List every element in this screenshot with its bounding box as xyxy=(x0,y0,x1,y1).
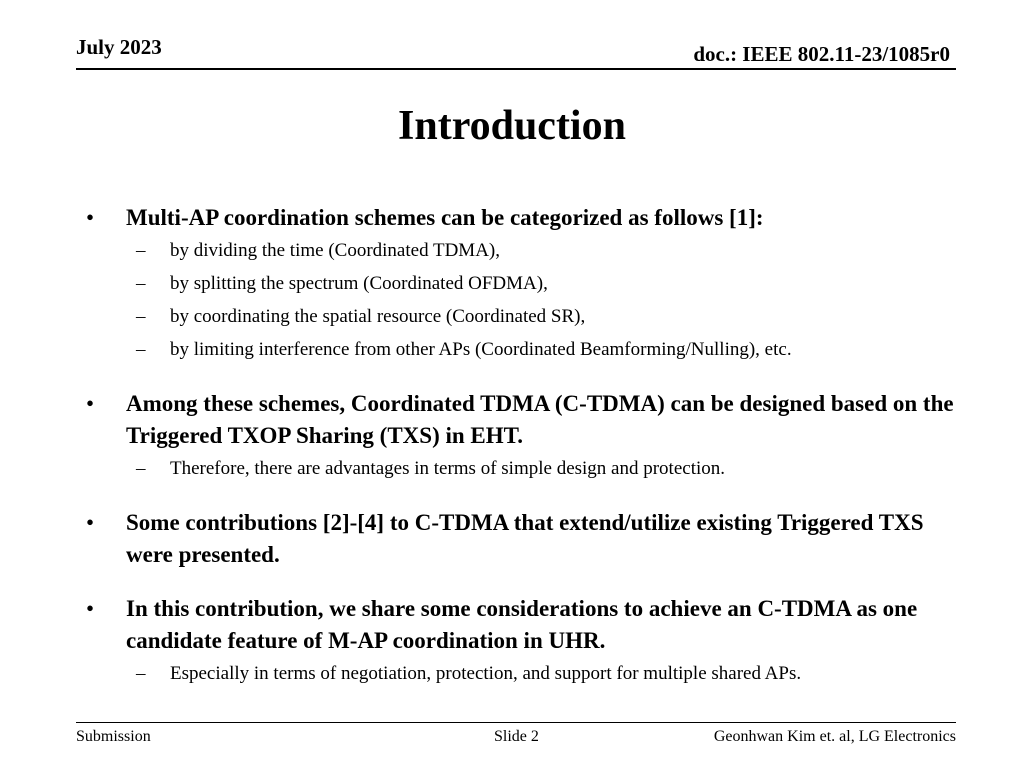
sub-item xyxy=(84,300,964,333)
sub-item xyxy=(84,333,964,366)
sub-item-text: by limiting interference from other APs (Coordinated Beamforming/Nulling), etc. xyxy=(170,339,792,360)
sub-item-text: by splitting the spectrum (Coordinated OFDMA), xyxy=(170,273,548,294)
bullet-text: Multi-AP coordination schemes can be categorized as follows [1]: xyxy=(126,205,764,230)
sub-list xyxy=(84,234,964,366)
header-date: July 2023 xyxy=(76,35,162,59)
footer-author: Geonhwan Kim et. al, LG Electronics xyxy=(713,728,956,745)
sub-item xyxy=(84,234,964,267)
dash-marker: – xyxy=(136,273,146,294)
spacer xyxy=(84,366,964,388)
sub-item xyxy=(84,267,964,300)
spacer xyxy=(84,571,964,593)
slide-number: Slide 2 xyxy=(494,728,539,745)
footer-rule xyxy=(76,722,956,723)
dash-marker: – xyxy=(136,339,146,360)
bullet-item-4 xyxy=(84,593,964,657)
spacer xyxy=(84,485,964,507)
sub-item xyxy=(84,657,964,690)
bullet-item-2 xyxy=(84,388,964,452)
slide-body xyxy=(84,202,964,690)
bullet-text: Some contributions [2]-[4] to C-TDMA that extend/utilize existing Triggered TXS were presented. xyxy=(126,510,924,567)
sub-list xyxy=(84,452,964,485)
slide-title: Introduction xyxy=(398,103,626,149)
sub-item-text: Especially in terms of negotiation, protection, and support for multiple shared APs. xyxy=(170,663,802,684)
bullet-item-3 xyxy=(84,507,964,571)
sub-item-text: by coordinating the spatial resource (Coordinated SR), xyxy=(170,306,586,327)
bullet-marker: • xyxy=(86,510,95,535)
sub-list xyxy=(84,657,964,690)
sub-item-text: by dividing the time (Coordinated TDMA), xyxy=(170,240,500,261)
document-id: doc.: IEEE 802.11-23/1085r0 xyxy=(693,42,950,66)
footer-submission: Submission xyxy=(76,728,151,745)
bullet-item-1 xyxy=(84,202,964,234)
dash-marker: – xyxy=(136,306,146,327)
dash-marker: – xyxy=(136,663,146,684)
sub-item-text: Therefore, there are advantages in terms of simple design and protection. xyxy=(170,458,726,479)
bullet-marker: • xyxy=(86,205,95,230)
bullet-marker: • xyxy=(86,391,95,416)
dash-marker: – xyxy=(136,458,146,479)
header-rule xyxy=(76,68,956,70)
dash-marker: – xyxy=(136,240,146,261)
sub-item xyxy=(84,452,964,485)
bullet-marker: • xyxy=(86,596,95,621)
bullet-text: In this contribution, we share some considerations to achieve an C-TDMA as one candidate feature of M-AP coordination in UHR. xyxy=(126,596,918,653)
bullet-text: Among these schemes, Coordinated TDMA (C-TDMA) can be designed based on the Triggered TXOP Sharing (TXS) in EHT. xyxy=(126,391,954,448)
